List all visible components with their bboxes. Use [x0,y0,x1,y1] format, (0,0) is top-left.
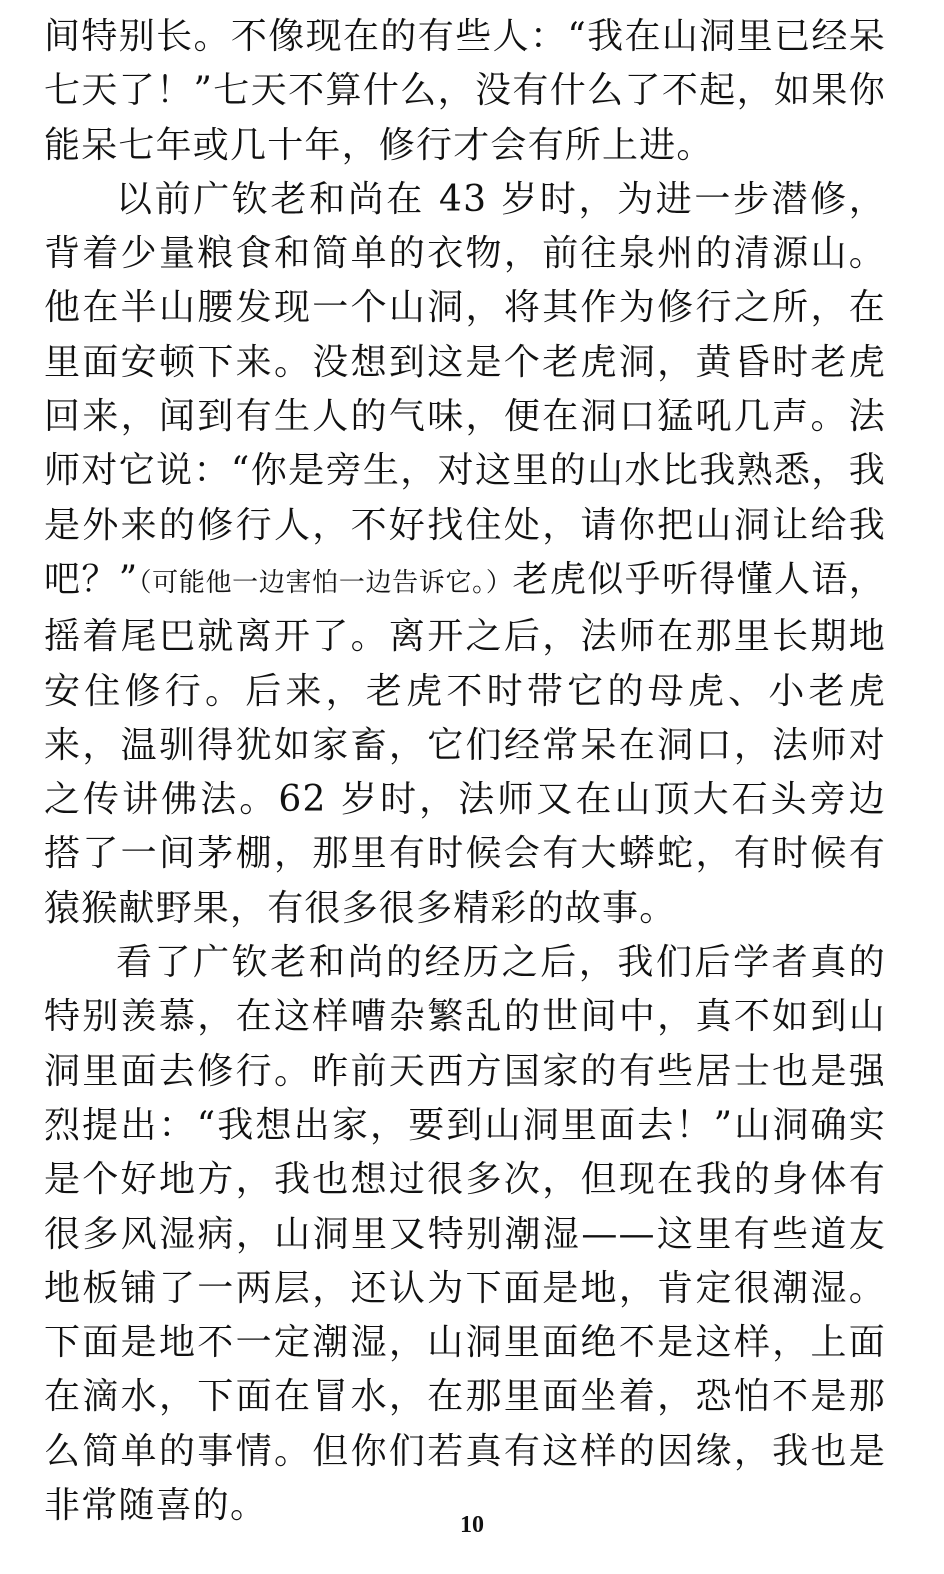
paragraph-1: 间特别长。不像现在的有些人：“我在山洞里已经呆七天了！”七天不算什么，没有什么了不起，如果你能呆七年或几十年，修行才会有所上进。 [44,16,886,166]
paragraph-2 [44,173,886,936]
paragraph-2-text-after-note: 老虎似乎听得懂人语，摇着尾巴就离开了。离开之后，法师在那里长期地安住修行。后来，老虎不时带它的母虎、小老虎来，温驯得犹如家畜，它们经常呆在洞口，法师对之传讲佛法。62 岁时，法师又在山顶大石头旁边搭了一间茅棚，那里有时候会有大蟒蛇，有时候有猿猴献野果，有很多很多精彩的故事。 [44,558,886,929]
paragraph-2-text-before-note: 以前广钦老和尚在 43 岁时，为进一步潜修，背着少量粮食和简单的衣物，前往泉州的清源山。他在半山腰发现一个山洞，将其作为修行之所，在里面安顿下来。没想到这是个老虎洞，黄昏时老虎回来，闻到有生人的气味，便在洞口猛吼几声。法师对它说：“你是旁生，对这里的山水比我熟悉，我是外来的修行人，不好找住处，请你把山洞让给我吧？” [44,178,886,600]
body-text [44,10,886,1533]
parenthetical-note: （可能他一边害怕一边告诉它。） [138,567,513,598]
page-number: 10 [460,1512,484,1538]
paragraph-3: 看了广钦老和尚的经历之后，我们后学者真的特别羡慕，在这样嘈杂繁乱的世间中，真不如到山洞里面去修行。昨前天西方国家的有些居士也是强烈提出：“我想出家，要到山洞里面去！”山洞确实是个好地方，我也想过很多次，但现在我的身体有很多风湿病，山洞里又特别潮湿——这里有些道友地板铺了一两层，还认为下面是地，肯定很潮湿。下面是地不一定潮湿，山洞里面绝不是这样，上面在滴水，下面在冒水，在那里面坐着，恐怕不是那么简单的事情。但你们若真有这样的因缘，我也是非常随喜的。 [44,942,886,1527]
